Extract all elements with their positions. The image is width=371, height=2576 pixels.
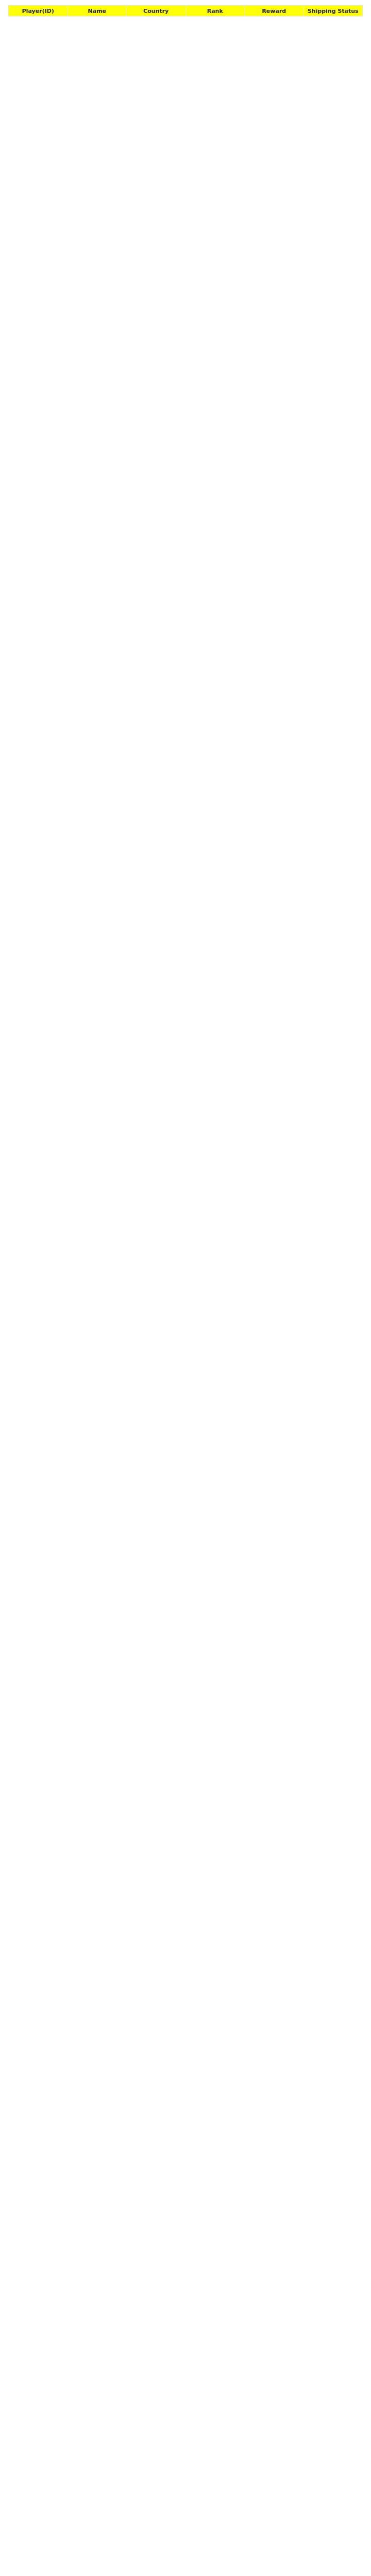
header-row bbox=[9, 6, 363, 16]
leaderboard-table bbox=[8, 5, 363, 16]
col-shipping-status: Shipping Status bbox=[303, 6, 363, 16]
leaderboard-page bbox=[0, 0, 371, 23]
col-country: Country bbox=[127, 6, 186, 16]
col-name: Name bbox=[68, 6, 127, 16]
col-player-id: Player(ID) bbox=[9, 6, 68, 16]
col-rank: Rank bbox=[185, 6, 245, 16]
col-reward: Reward bbox=[245, 6, 304, 16]
